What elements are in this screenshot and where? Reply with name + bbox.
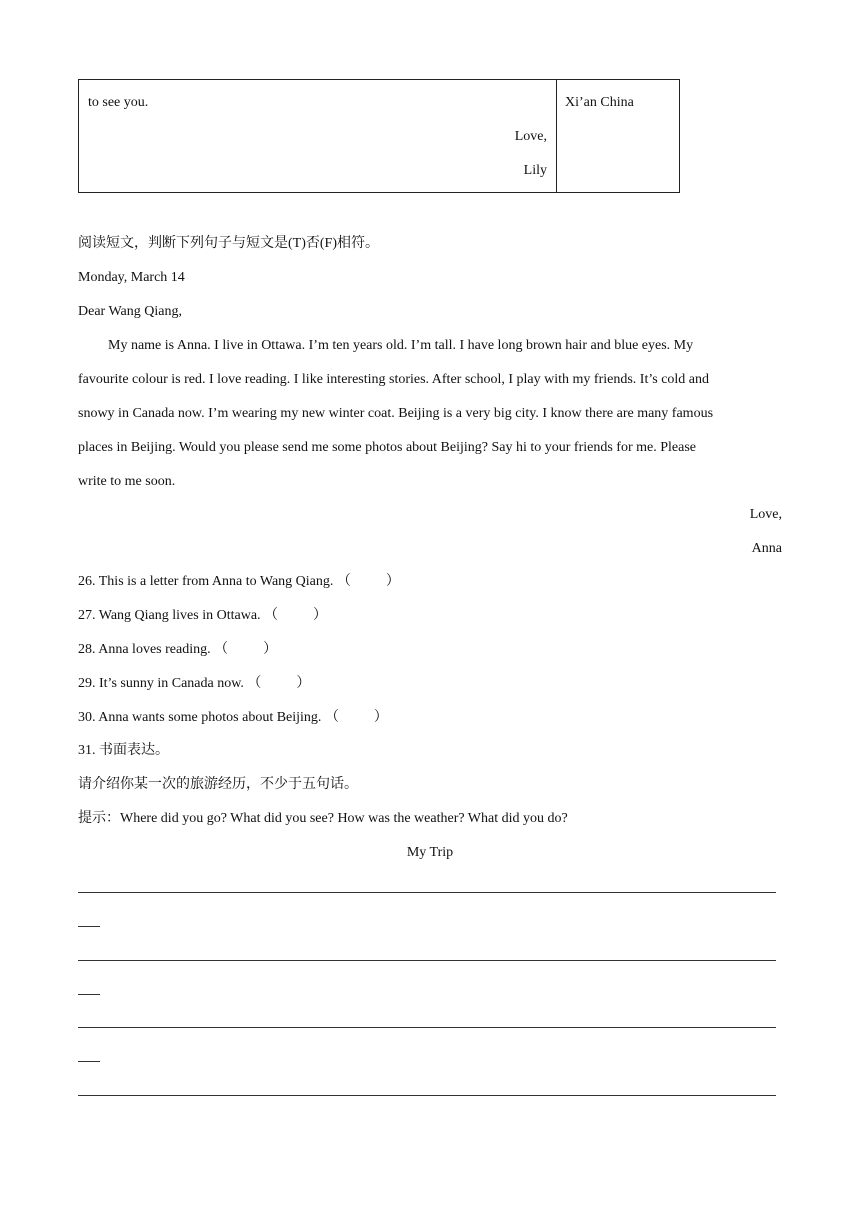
letter-signature: Anna bbox=[751, 541, 782, 556]
letter-closing: Love, bbox=[749, 507, 782, 522]
answer-blank[interactable]: （ ） bbox=[264, 608, 328, 623]
question-26 bbox=[78, 575, 400, 589]
letter-body-line: places in Beijing. Would you please send me some photos about Beijing? Say hi to your friends for me. Please bbox=[78, 440, 697, 455]
question-text: 30. Anna wants some photos about Beijing. bbox=[78, 710, 322, 725]
question-30 bbox=[78, 711, 388, 725]
writing-hint: 提示：Where did you go? What did you see? How was the weather? What did you do? bbox=[78, 811, 568, 826]
question-text: 27. Wang Qiang lives in Ottawa. bbox=[78, 608, 261, 623]
writing-line-tail bbox=[78, 1061, 100, 1062]
writing-line[interactable] bbox=[78, 1095, 776, 1096]
reading-instruction: 阅读短文，判断下列句子与短文是(T)否(F)相符。 bbox=[78, 236, 379, 251]
table-text-line: to see you. bbox=[88, 95, 149, 110]
table-column-divider bbox=[556, 79, 557, 193]
writing-prompt: 请介绍你某一次的旅游经历，不少于五句话。 bbox=[78, 777, 358, 792]
writing-line[interactable] bbox=[78, 1027, 776, 1028]
letter-body-line: snowy in Canada now. I’m wearing my new winter coat. Beijing is a very big city. I know there are many famous bbox=[78, 406, 714, 421]
writing-line[interactable] bbox=[78, 892, 776, 893]
writing-line-tail bbox=[78, 926, 100, 927]
answer-blank[interactable]: （ ） bbox=[247, 676, 311, 691]
writing-line-tail bbox=[78, 994, 100, 995]
letter-date: Monday, March 14 bbox=[78, 270, 185, 285]
question-text: 26. This is a letter from Anna to Wang Qiang. bbox=[78, 574, 334, 589]
answer-blank[interactable]: （ ） bbox=[324, 710, 388, 725]
letter-body-line: favourite colour is red. I love reading. I like interesting stories. After school, I play with my friends. It’s cold and bbox=[78, 372, 710, 387]
question-text: 28. Anna loves reading. bbox=[78, 642, 211, 657]
writing-heading: 31. 书面表达。 bbox=[78, 743, 169, 758]
table-signature: Lily bbox=[523, 163, 547, 178]
writing-line[interactable] bbox=[78, 960, 776, 961]
letter-body-line: write to me soon. bbox=[78, 474, 176, 489]
table-address-cell: Xi’an China bbox=[565, 95, 634, 110]
writing-title: My Trip bbox=[406, 845, 454, 860]
question-text: 29. It’s sunny in Canada now. bbox=[78, 676, 244, 691]
question-27 bbox=[78, 609, 327, 623]
answer-blank[interactable]: （ ） bbox=[336, 574, 400, 589]
table-closing: Love, bbox=[514, 129, 547, 144]
letter-body-line: My name is Anna. I live in Ottawa. I’m ten years old. I’m tall. I have long brown hair and blue eyes. My bbox=[108, 338, 694, 353]
question-29 bbox=[78, 677, 310, 691]
letter-greeting: Dear Wang Qiang, bbox=[78, 304, 182, 319]
question-28 bbox=[78, 643, 277, 657]
answer-blank[interactable]: （ ） bbox=[214, 642, 278, 657]
